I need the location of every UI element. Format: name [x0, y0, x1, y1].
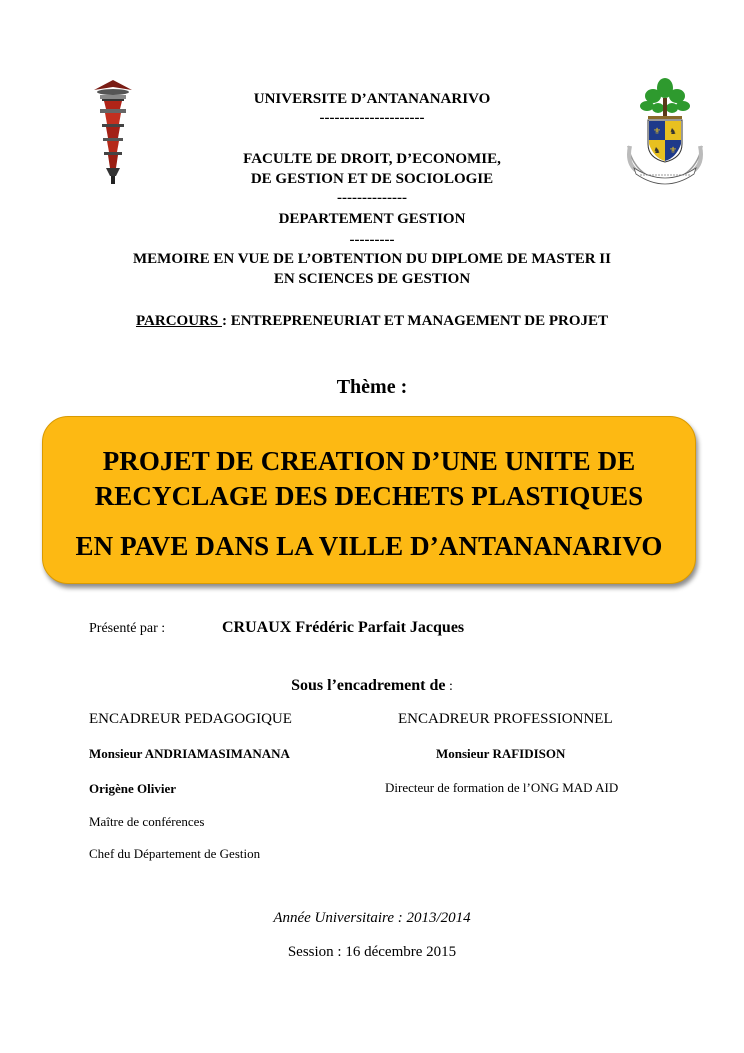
- svg-text:♞: ♞: [669, 127, 677, 136]
- pedagogical-supervisor-title1: Maître de conférences: [89, 814, 205, 829]
- faculty-name-line1: FACULTE DE DROIT, D’ECONOMIE,: [243, 151, 501, 167]
- theme-title-line3: EN PAVE DANS LA VILLE D’ANTANANARIVO: [75, 531, 663, 561]
- supervision-title: [0, 677, 744, 695]
- parcours-label: PARCOURS: [135, 313, 222, 329]
- pedagogical-supervisor-role: ENCADREUR PEDAGOGIQUE: [89, 711, 292, 727]
- svg-text:♞: ♞: [653, 146, 661, 155]
- presenter-label: Présenté par :: [89, 621, 166, 636]
- separator-line: ---------------------: [319, 110, 425, 126]
- faculty-name-line2: DE GESTION ET DE SOCIOLOGIE: [250, 171, 494, 187]
- theme-title-line1: PROJET DE CREATION D’UNE UNITE DE: [102, 446, 636, 476]
- theme-title-line2: RECYCLAGE DES DECHETS PLASTIQUES: [94, 481, 644, 511]
- professional-supervisor-name: Monsieur RAFIDISON: [436, 746, 566, 761]
- memoire-title-line1: MEMOIRE EN VUE DE L’OBTENTION DU DIPLOME DE MASTER II: [133, 251, 611, 267]
- svg-text:⚜: ⚜: [668, 146, 678, 156]
- session-date: Session : 16 décembre 2015: [287, 944, 457, 960]
- memoire-title-line2: EN SCIENCES DE GESTION: [273, 271, 471, 287]
- supervision-title-text: Sous l’encadrement de: [291, 677, 446, 694]
- parcours-line: [0, 311, 744, 331]
- pedagogical-supervisor-name-line2: Origène Olivier: [89, 781, 177, 796]
- separator-line: ---------: [349, 232, 395, 248]
- academic-year: Année Universitaire : 2013/2014: [273, 910, 471, 926]
- separator-line: --------------: [337, 190, 407, 206]
- theme-label: Thème :: [336, 376, 408, 398]
- svg-text:⚜: ⚜: [652, 127, 662, 137]
- presenter-name: CRUAUX Frédéric Parfait Jacques: [222, 619, 465, 636]
- professional-supervisor-title: Directeur de formation de l’ONG MAD AID: [385, 780, 619, 795]
- supervision-title-colon: :: [445, 679, 453, 694]
- pedagogical-supervisor-name: Monsieur ANDRIAMASIMANANA: [89, 746, 290, 761]
- theme-title-box: [42, 416, 696, 584]
- pedagogical-supervisor-title2: Chef du Département de Gestion: [89, 846, 261, 861]
- professional-supervisor-role: ENCADREUR PROFESSIONNEL: [398, 711, 613, 727]
- university-name: UNIVERSITE D’ANTANANARIVO: [253, 91, 491, 107]
- department-name: DEPARTEMENT GESTION: [278, 211, 466, 227]
- parcours-value: : ENTREPRENEURIAT ET MANAGEMENT DE PROJET: [221, 313, 608, 329]
